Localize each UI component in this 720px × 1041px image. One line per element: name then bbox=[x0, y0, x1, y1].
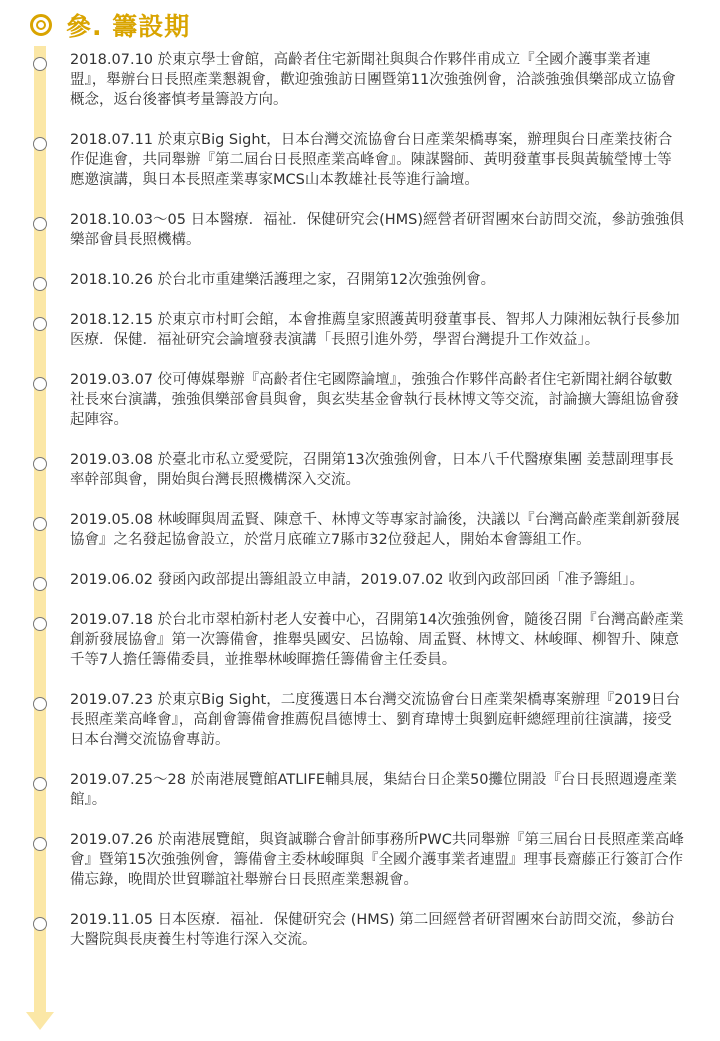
timeline-marker-icon bbox=[33, 277, 47, 291]
timeline-marker-icon bbox=[33, 217, 47, 231]
timeline-marker-icon bbox=[33, 137, 47, 151]
timeline-marker-icon bbox=[33, 617, 47, 631]
timeline-entry bbox=[0, 210, 720, 250]
timeline-entry bbox=[0, 50, 720, 110]
target-circle-icon bbox=[30, 14, 52, 36]
entry-text: 2018.10.26 於台北市重建樂活護理之家，召開第12次強強例會。 bbox=[70, 272, 496, 288]
timeline-entry bbox=[0, 910, 720, 950]
section-header bbox=[30, 10, 190, 40]
timeline-arrow-icon bbox=[26, 1012, 54, 1030]
entry-text: 2018.07.11 於東京Big Sight，日本台灣交流協會台日產業架橋專案，辦理與台日產業技術合作促進會，共同舉辦『第二屆台日長照產業高峰會』。陳謀醫師、黃明發董事長與黃毓瑩博士等應邀演講，與日本長照產業專家MCS山本教雄社長等進行論壇。 bbox=[70, 132, 673, 188]
timeline-entry bbox=[0, 510, 720, 550]
timeline-marker-icon bbox=[33, 377, 47, 391]
timeline-marker-icon bbox=[33, 837, 47, 851]
timeline-entry bbox=[0, 450, 720, 490]
timeline-entries bbox=[0, 50, 720, 970]
entry-text: 2019.03.07 佼可傳媒舉辦『高齡者住宅國際論壇』，強強合作夥伴高齡者住宅新聞社網谷敏數社長來台演講，強強俱樂部會員與會，與玄奘基金會執行長林博文等交流，討論擴大籌組協會發起陣容。 bbox=[70, 372, 679, 428]
timeline-entry bbox=[0, 610, 720, 670]
timeline-entry bbox=[0, 270, 720, 290]
timeline-entry bbox=[0, 770, 720, 810]
entry-text: 2018.07.10 於東京學士會館，高齡者住宅新聞社與與合作夥伴甫成立『全國介護事業者連盟』，舉辦台日長照產業懇親會，歡迎強強訪日團暨第11次強強例會，洽談強強俱樂部成立協會概念，返台後審慎考量籌設方向。 bbox=[70, 52, 676, 108]
entry-text: 2018.10.03～05 日本醫療．福祉．保健研究会(HMS)經營者研習團來台訪問交流，參訪強強俱樂部會員長照機構。 bbox=[70, 212, 685, 248]
timeline-entry bbox=[0, 370, 720, 430]
entry-text: 2019.07.25～28 於南港展覽館ATLIFE輔具展，集結台日企業50攤位開設『台日長照週邊產業館』。 bbox=[70, 772, 678, 808]
entry-text: 2019.03.08 於臺北市私立愛愛院，召開第13次強強例會，日本八千代醫療集團 姜慧副理事長率幹部與會，開始與台灣長照機構深入交流。 bbox=[70, 452, 674, 488]
timeline-marker-icon bbox=[33, 577, 47, 591]
timeline-marker-icon bbox=[33, 517, 47, 531]
timeline-entry bbox=[0, 830, 720, 890]
entry-text: 2019.06.02 發函內政部提出籌組設立申請，2019.07.02 收到內政部回函「准予籌組」。 bbox=[70, 572, 645, 588]
entry-text: 2019.07.23 於東京Big Sight，二度獲選日本台灣交流協會台日產業架橋專案辦理『2019日台長照產業高峰會』，高創會籌備會推薦倪昌德博士、劉育瑋博士與劉庭軒總經理前往演講，接受日本台灣交流協會專訪。 bbox=[70, 692, 681, 748]
entry-text: 2018.12.15 於東京市村町会館，本會推薦皇家照護黃明發董事長、智邦人力陳湘妘執行長參加医療．保健．福祉研究会論壇發表演講「長照引進外勞，學習台灣提升工作效益」。 bbox=[70, 312, 680, 348]
timeline-marker-icon bbox=[33, 697, 47, 711]
timeline-marker-icon bbox=[33, 777, 47, 791]
timeline-entry bbox=[0, 570, 720, 590]
entry-text: 2019.11.05 日本医療．福祉．保健研究会 (HMS) 第二回經營者研習團來台訪問交流，參訪台大醫院與長庚養生村等進行深入交流。 bbox=[70, 912, 675, 948]
section-title: 參. 籌設期 bbox=[66, 12, 191, 41]
timeline-marker-icon bbox=[33, 57, 47, 71]
entry-text: 2019.05.08 林峻暉與周孟賢、陳意千、林博文等專家討論後，決議以『台灣高齡產業創新發展協會』之名發起協會設立，於當月底確立7縣市32位發起人，開始本會籌組工作。 bbox=[70, 512, 680, 548]
timeline-marker-icon bbox=[33, 317, 47, 331]
timeline-marker-icon bbox=[33, 917, 47, 931]
entry-text: 2019.07.18 於台北市翠柏新村老人安養中心，召開第14次強強例會，隨後召開『台灣高齡產業創新發展協會』第一次籌備會，推舉吳國安、呂協翰、周孟賢、林博文、林峻暉、柳智升、陳意千等7人擔任籌備委員，並推舉林峻暉擔任籌備會主任委員。 bbox=[70, 612, 684, 668]
timeline-entry bbox=[0, 130, 720, 190]
timeline-marker-icon bbox=[33, 457, 47, 471]
timeline-entry bbox=[0, 310, 720, 350]
entry-text: 2019.07.26 於南港展覽館，與資誠聯合會計師事務所PWC共同舉辦『第三屆台日長照產業高峰會』暨第15次強強例會，籌備會主委林峻暉與『全國介護事業者連盟』理事長齋藤正行簽訂合作備忘錄，晚間於世貿聯誼社舉辦台日長照產業懇親會。 bbox=[70, 832, 684, 888]
timeline-entry bbox=[0, 690, 720, 750]
